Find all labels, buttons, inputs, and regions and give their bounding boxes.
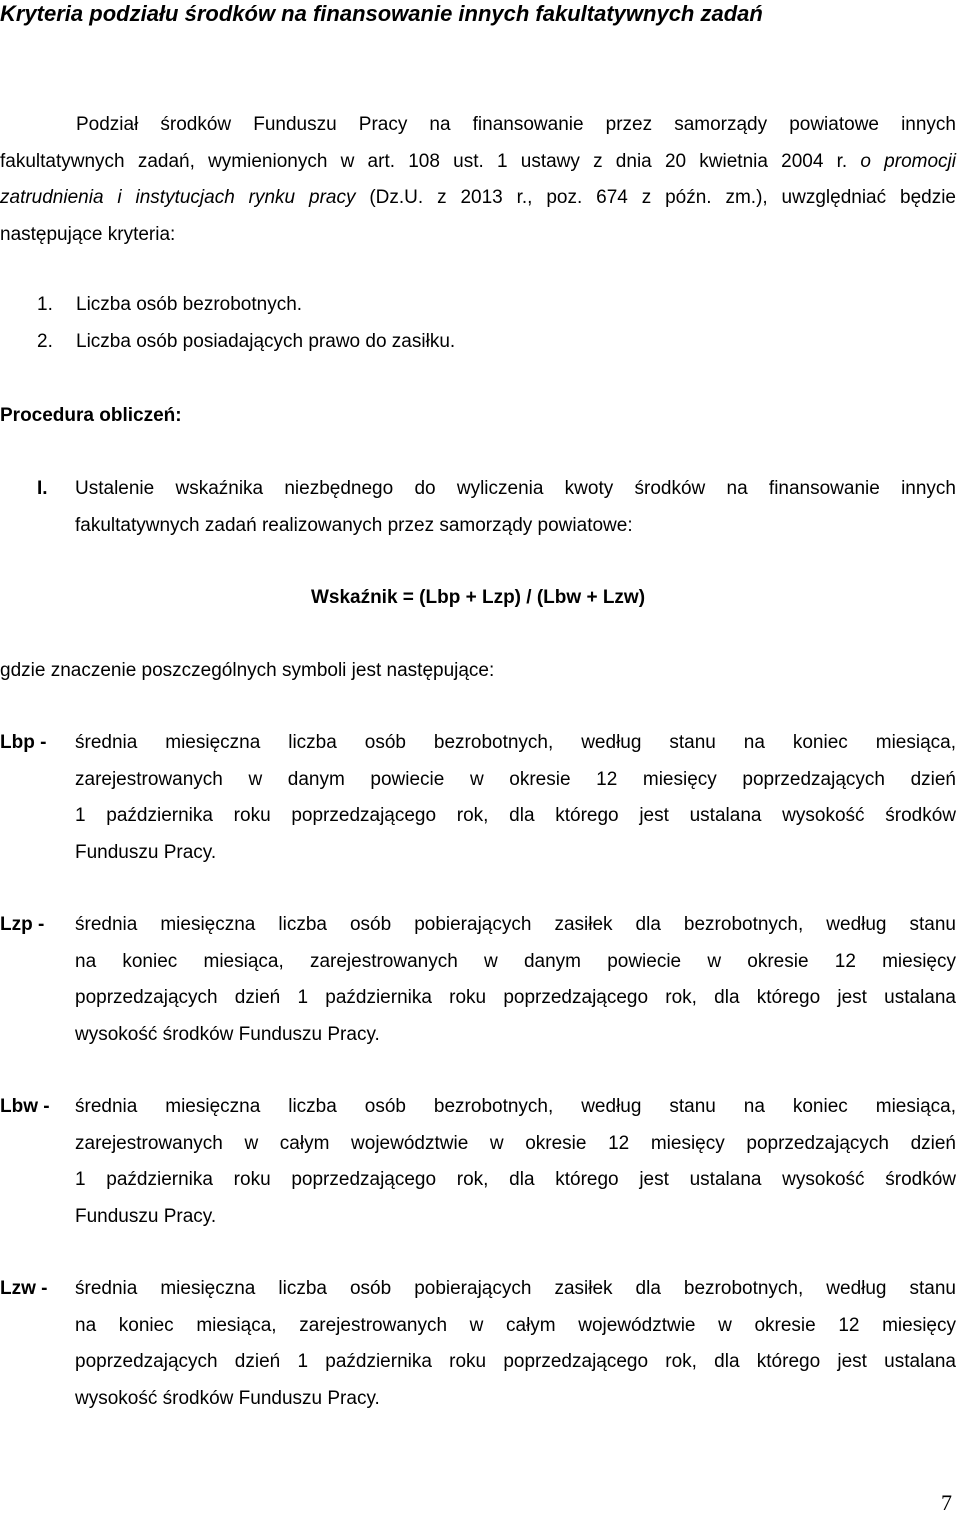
definition-line: średnia miesięczna liczba osób bezrobotnych, według stanu na koniec miesiąca, [75,732,956,753]
page-title: Kryteria podziału środków na finansowanie innych fakultatywnych zadań [0,1,763,26]
definition-line: poprzedzających dzień 1 października roku poprzedzającego rok, dla którego jest ustalana [75,987,956,1008]
definition-lbw [0,1089,956,1235]
definition-line: średnia miesięczna liczba osób pobierających zasiłek dla bezrobotnych, według stanu [75,1278,956,1299]
intro-line-1: Podział środków Funduszu Pracy na finansowanie przez samorządy powiatowe innych [76,114,956,135]
definition-line: na koniec miesiąca, zarejestrowanych w danym powiecie w okresie 12 miesięcy [75,950,956,972]
act-title-italic-2: zatrudnienia i instytucjach rynku pracy [0,187,356,208]
formula: Wskaźnik = (Lbp + Lzp) / (Lbw + Lzw) [310,587,646,608]
step-number: I. [37,478,48,499]
definition-body [75,725,956,871]
step-text [75,471,956,544]
definition-symbol: Lzp - [0,914,45,935]
criterion-item-1 [37,294,302,316]
definition-symbol: Lbp - [0,732,47,753]
procedure-heading: Procedura obliczeń: [0,405,182,426]
intro-line-4: następujące kryteria: [0,223,176,245]
definition-body [75,907,956,1053]
definition-line: 1 października roku poprzedzającego rok, dla którego jest ustalana wysokość środków [75,1169,956,1190]
definition-line: wysokość środków Funduszu Pracy. [75,1387,380,1409]
definition-line: na koniec miesiąca, zarejestrowanych w całym województwie w okresie 12 miesięcy [75,1314,956,1336]
definition-symbol: Lbw - [0,1096,50,1117]
definition-line: Funduszu Pracy. [75,841,217,863]
definition-line: wysokość środków Funduszu Pracy. [75,1023,380,1045]
definition-line: poprzedzających dzień 1 października roku poprzedzającego rok, dla którego jest ustalana [75,1351,956,1372]
definition-line: średnia miesięczna liczba osób bezrobotnych, według stanu na koniec miesiąca, [75,1096,956,1117]
definition-line: zarejestrowanych w danym powiecie w okresie 12 miesięcy poprzedzających dzień [75,768,956,790]
definition-body [75,1089,956,1235]
procedure-step-1 [37,471,956,544]
criterion-item-2 [37,331,455,353]
definition-line: zarejestrowanych w całym województwie w okresie 12 miesięcy poprzedzających dzień [75,1132,956,1154]
criterion-number: 1. [37,294,53,315]
definition-lbp [0,725,956,871]
step-line-2: fakultatywnych zadań realizowanych przez samorządy powiatowe: [75,514,633,536]
intro-line-3 [0,180,956,217]
intro-line-2 [0,144,956,181]
definition-symbol: Lzw - [0,1278,48,1299]
intro-line-2-text: fakultatywnych zadań, wymienionych w art. 108 ust. 1 ustawy z dnia 20 kwietnia 2004 r. [0,150,848,172]
intro-line-3-text: (Dz.U. z 2013 r., poz. 674 z późn. zm.), uwzględniać będzie [369,187,956,208]
definition-line: Funduszu Pracy. [75,1205,217,1227]
definition-lzw [0,1271,956,1417]
definition-line: średnia miesięczna liczba osób pobierających zasiłek dla bezrobotnych, według stanu [75,914,956,935]
definition-line: 1 października roku poprzedzającego rok, dla którego jest ustalana wysokość środków [75,805,956,826]
criterion-text: Liczba osób posiadających prawo do zasiłku. [76,331,456,352]
criterion-number: 2. [37,331,53,352]
definition-body [75,1271,956,1417]
definition-lzp [0,907,956,1053]
criterion-text: Liczba osób bezrobotnych. [76,294,303,315]
intro-paragraph [0,107,956,253]
step-line-1: Ustalenie wskaźnika niezbędnego do wyliczenia kwoty środków na finansowanie innych [75,478,956,499]
page-number: 7 [941,1490,952,1515]
symbols-intro: gdzie znaczenie poszczególnych symboli jest następujące: [0,660,495,681]
act-title-italic-1: o promocji [860,150,956,172]
